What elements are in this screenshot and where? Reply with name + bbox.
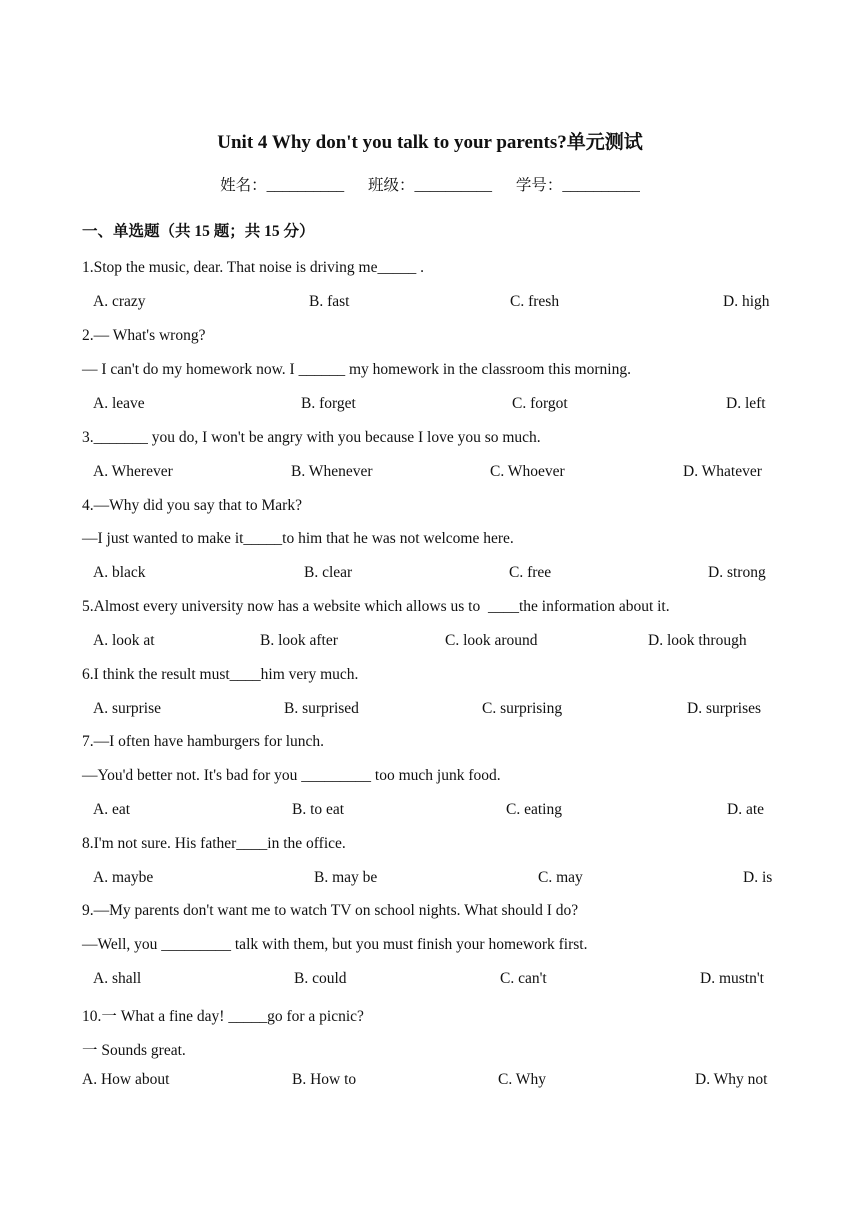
q5-option-c: C. look around	[445, 632, 538, 649]
q4-option-d: D. strong	[708, 564, 766, 581]
q8-option-d: D. is	[743, 869, 773, 886]
q10-option-b: B. How to	[292, 1071, 357, 1088]
question-4-text-line2: —I just wanted to make it_____to him that he was not welcome here.	[82, 530, 514, 547]
student-info	[0, 173, 860, 195]
question-10-text: 10.一 What a fine day! _____go for a picnic?	[82, 1008, 364, 1025]
class-field: 班级：__________	[367, 177, 492, 194]
q9-option-d: D. mustn't	[700, 970, 764, 987]
q3-option-d: D. Whatever	[683, 463, 762, 480]
name-field: 姓名：__________	[220, 177, 345, 194]
q6-option-d: D. surprises	[687, 700, 762, 717]
q1-option-a: A. crazy	[93, 293, 146, 310]
q7-option-a: A. eat	[93, 801, 131, 818]
q2-option-c: C. forgot	[512, 395, 568, 412]
q3-option-a: A. Wherever	[93, 463, 173, 480]
q2-option-b: B. forget	[301, 395, 356, 412]
question-10-text-line2: 一 Sounds great.	[82, 1042, 186, 1059]
q8-option-c: C. may	[538, 869, 583, 886]
q7-option-b: B. to eat	[292, 801, 345, 818]
question-9-text-line2: —Well, you _________ talk with them, but you must finish your homework first.	[82, 936, 588, 953]
q1-option-b: B. fast	[309, 293, 350, 310]
question-9-text: 9.—My parents don't want me to watch TV on school nights. What should I do?	[82, 902, 579, 919]
q6-option-a: A. surprise	[93, 700, 162, 717]
q5-option-b: B. look after	[260, 632, 338, 649]
question-7-text-line2: —You'd better not. It's bad for you _________ too much junk food.	[82, 767, 501, 784]
q1-option-d: D. high	[723, 293, 770, 310]
question-1-text: 1.Stop the music, dear. That noise is driving me_____ .	[82, 259, 424, 276]
q1-option-c: C. fresh	[510, 293, 560, 310]
q5-option-d: D. look through	[648, 632, 747, 649]
q3-option-c: C. Whoever	[490, 463, 565, 480]
q10-option-d: D. Why not	[695, 1071, 768, 1088]
q4-option-c: C. free	[509, 564, 552, 581]
question-2-text-line2: — I can't do my homework now. I ______ my homework in the classroom this morning.	[82, 361, 631, 378]
q10-option-c: C. Why	[498, 1071, 546, 1088]
student-id-field: 学号：__________	[515, 177, 640, 194]
q2-option-a: A. leave	[93, 395, 145, 412]
q7-option-c: C. eating	[506, 801, 562, 818]
q4-option-b: B. clear	[304, 564, 353, 581]
q3-option-b: B. Whenever	[291, 463, 373, 480]
question-5-text: 5.Almost every university now has a website which allows us to ____the information about it.	[82, 598, 670, 615]
q4-option-a: A. black	[93, 564, 146, 581]
q5-option-a: A. look at	[93, 632, 155, 649]
section-heading: 一、单选题（共 15 题；共 15 分）	[82, 223, 315, 240]
q2-option-d: D. left	[726, 395, 766, 412]
q6-option-c: C. surprising	[482, 700, 563, 717]
question-3-text: 3._______ you do, I won't be angry with you because I love you so much.	[82, 429, 541, 446]
question-8-text: 8.I'm not sure. His father____in the office.	[82, 835, 346, 852]
q8-option-a: A. maybe	[93, 869, 154, 886]
q10-option-a: A. How about	[82, 1071, 170, 1088]
q9-option-a: A. shall	[93, 970, 142, 987]
question-2-text: 2.— What's wrong?	[82, 327, 206, 344]
page-title: Unit 4 Why don't you talk to your parents?单元测试	[217, 132, 643, 153]
q6-option-b: B. surprised	[284, 700, 359, 717]
question-6-text: 6.I think the result must____him very much.	[82, 666, 359, 683]
question-4-text: 4.—Why did you say that to Mark?	[82, 497, 302, 514]
q8-option-b: B. may be	[314, 869, 378, 886]
q9-option-b: B. could	[294, 970, 347, 987]
q9-option-c: C. can't	[500, 970, 547, 987]
question-7-text: 7.—I often have hamburgers for lunch.	[82, 733, 325, 750]
q7-option-d: D. ate	[727, 801, 765, 818]
